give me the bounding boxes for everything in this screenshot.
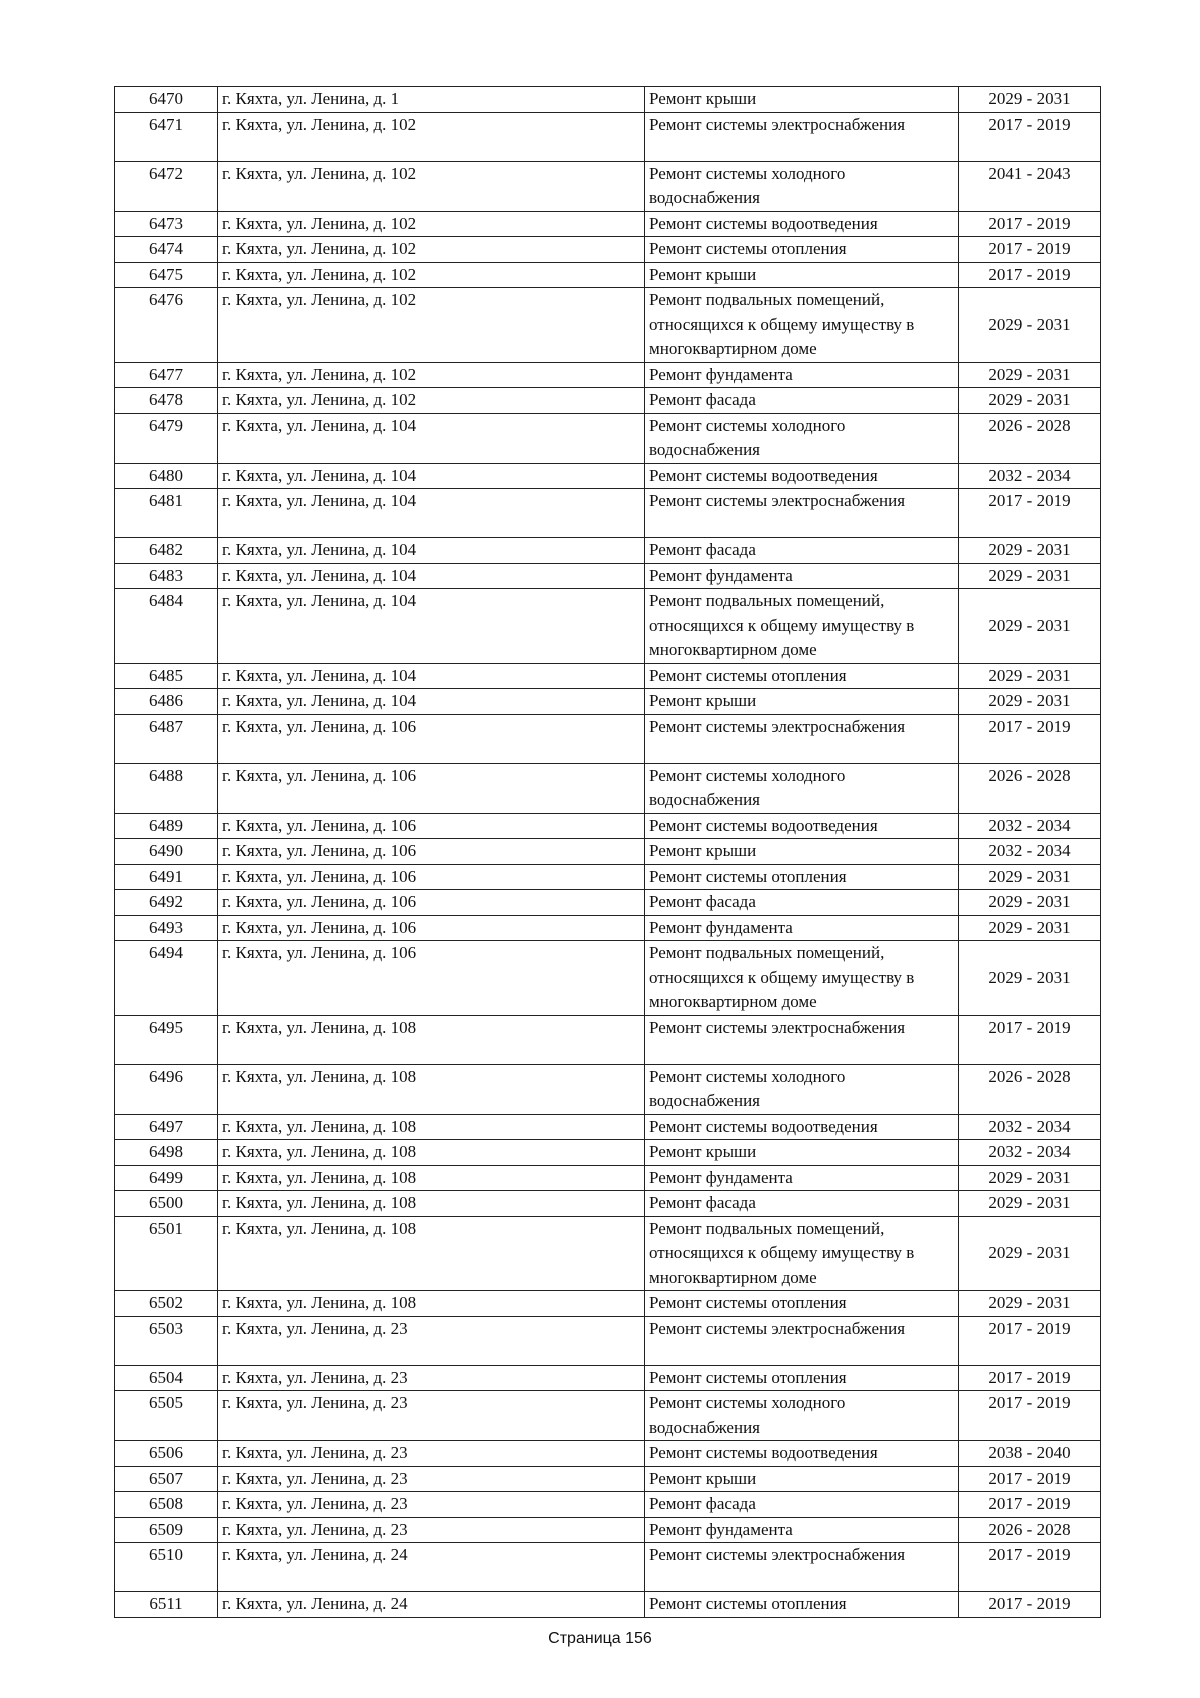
period-cell: 2032 - 2034 (959, 463, 1101, 489)
work-type-cell: Ремонт системы водоотведения (645, 463, 959, 489)
row-number-cell: 6491 (115, 864, 218, 890)
table-row (115, 563, 1101, 589)
work-type-cell: Ремонт крыши (645, 1466, 959, 1492)
table-row (115, 1316, 1101, 1365)
row-number-cell: 6484 (115, 589, 218, 664)
address-cell: г. Кяхта, ул. Ленина, д. 108 (218, 1165, 645, 1191)
table-row (115, 890, 1101, 916)
address-cell: г. Кяхта, ул. Ленина, д. 104 (218, 563, 645, 589)
row-number-cell: 6506 (115, 1441, 218, 1467)
row-number-cell: 6480 (115, 463, 218, 489)
table-row (115, 1216, 1101, 1291)
period-cell: 2029 - 2031 (959, 689, 1101, 715)
address-cell: г. Кяхта, ул. Ленина, д. 104 (218, 413, 645, 463)
period-cell: 2038 - 2040 (959, 1441, 1101, 1467)
work-type-cell: Ремонт системы электроснабжения (645, 1316, 959, 1365)
row-number-cell: 6474 (115, 237, 218, 263)
row-number-cell: 6488 (115, 763, 218, 813)
table-row (115, 589, 1101, 664)
work-type-cell: Ремонт фасада (645, 890, 959, 916)
work-type-cell: Ремонт системы электроснабжения (645, 112, 959, 161)
row-number-cell: 6478 (115, 388, 218, 414)
table-row (115, 864, 1101, 890)
row-number-cell: 6486 (115, 689, 218, 715)
work-type-cell: Ремонт системы водоотведения (645, 1114, 959, 1140)
table-row (115, 1365, 1101, 1391)
work-type-cell: Ремонт системы электроснабжения (645, 714, 959, 763)
period-cell: 2029 - 2031 (959, 890, 1101, 916)
period-cell: 2029 - 2031 (959, 1216, 1101, 1291)
work-type-cell: Ремонт системы электроснабжения (645, 1543, 959, 1592)
period-cell: 2029 - 2031 (959, 915, 1101, 941)
work-type-cell: Ремонт крыши (645, 262, 959, 288)
table-row (115, 1466, 1101, 1492)
row-number-cell: 6509 (115, 1517, 218, 1543)
work-type-cell: Ремонт фасада (645, 388, 959, 414)
work-type-cell: Ремонт фундамента (645, 1165, 959, 1191)
row-number-cell: 6476 (115, 288, 218, 363)
row-number-cell: 6496 (115, 1064, 218, 1114)
table-row (115, 262, 1101, 288)
work-type-cell: Ремонт системы холодного водоснабжения (645, 763, 959, 813)
work-type-cell: Ремонт фасада (645, 1191, 959, 1217)
row-number-cell: 6502 (115, 1291, 218, 1317)
table-row (115, 1015, 1101, 1064)
table-row (115, 1114, 1101, 1140)
period-cell: 2029 - 2031 (959, 538, 1101, 564)
table-row (115, 1441, 1101, 1467)
address-cell: г. Кяхта, ул. Ленина, д. 23 (218, 1466, 645, 1492)
table-row (115, 663, 1101, 689)
row-number-cell: 6495 (115, 1015, 218, 1064)
work-type-cell: Ремонт крыши (645, 1140, 959, 1166)
work-type-cell: Ремонт системы холодного водоснабжения (645, 1064, 959, 1114)
table-row (115, 839, 1101, 865)
table-row (115, 87, 1101, 113)
period-cell: 2017 - 2019 (959, 714, 1101, 763)
row-number-cell: 6470 (115, 87, 218, 113)
row-number-cell: 6482 (115, 538, 218, 564)
work-type-cell: Ремонт системы электроснабжения (645, 489, 959, 538)
row-number-cell: 6481 (115, 489, 218, 538)
table-row (115, 288, 1101, 363)
address-cell: г. Кяхта, ул. Ленина, д. 106 (218, 890, 645, 916)
work-type-cell: Ремонт системы отопления (645, 663, 959, 689)
work-type-cell: Ремонт фундамента (645, 1517, 959, 1543)
address-cell: г. Кяхта, ул. Ленина, д. 1 (218, 87, 645, 113)
row-number-cell: 6508 (115, 1492, 218, 1518)
table-row (115, 489, 1101, 538)
work-type-cell: Ремонт системы холодного водоснабжения (645, 413, 959, 463)
row-number-cell: 6493 (115, 915, 218, 941)
address-cell: г. Кяхта, ул. Ленина, д. 106 (218, 813, 645, 839)
period-cell: 2017 - 2019 (959, 1015, 1101, 1064)
row-number-cell: 6485 (115, 663, 218, 689)
period-cell: 2017 - 2019 (959, 237, 1101, 263)
table-row (115, 1543, 1101, 1592)
address-cell: г. Кяхта, ул. Ленина, д. 23 (218, 1441, 645, 1467)
work-type-cell: Ремонт фасада (645, 1492, 959, 1518)
table-row (115, 689, 1101, 715)
address-cell: г. Кяхта, ул. Ленина, д. 108 (218, 1291, 645, 1317)
period-cell: 2032 - 2034 (959, 1140, 1101, 1166)
period-cell: 2029 - 2031 (959, 288, 1101, 363)
work-type-cell: Ремонт системы отопления (645, 1592, 959, 1618)
table-row (115, 388, 1101, 414)
work-type-cell: Ремонт системы отопления (645, 1365, 959, 1391)
row-number-cell: 6473 (115, 211, 218, 237)
work-type-cell: Ремонт подвальных помещений, относящихся к общему имуществу в многоквартирном доме (645, 288, 959, 363)
address-cell: г. Кяхта, ул. Ленина, д. 106 (218, 864, 645, 890)
table-row (115, 112, 1101, 161)
address-cell: г. Кяхта, ул. Ленина, д. 108 (218, 1191, 645, 1217)
address-cell: г. Кяхта, ул. Ленина, д. 102 (218, 237, 645, 263)
work-type-cell: Ремонт системы водоотведения (645, 1441, 959, 1467)
period-cell: 2017 - 2019 (959, 1466, 1101, 1492)
address-cell: г. Кяхта, ул. Ленина, д. 102 (218, 161, 645, 211)
period-cell: 2026 - 2028 (959, 1064, 1101, 1114)
address-cell: г. Кяхта, ул. Ленина, д. 102 (218, 211, 645, 237)
work-type-cell: Ремонт системы холодного водоснабжения (645, 1391, 959, 1441)
table-row (115, 211, 1101, 237)
work-type-cell: Ремонт подвальных помещений, относящихся к общему имуществу в многоквартирном доме (645, 589, 959, 664)
period-cell: 2026 - 2028 (959, 413, 1101, 463)
table-row (115, 915, 1101, 941)
table-body (115, 87, 1101, 1618)
table-row (115, 1517, 1101, 1543)
address-cell: г. Кяхта, ул. Ленина, д. 106 (218, 915, 645, 941)
row-number-cell: 6499 (115, 1165, 218, 1191)
table-row (115, 1191, 1101, 1217)
period-cell: 2029 - 2031 (959, 87, 1101, 113)
table-row (115, 941, 1101, 1016)
row-number-cell: 6472 (115, 161, 218, 211)
table-row (115, 362, 1101, 388)
period-cell: 2032 - 2034 (959, 839, 1101, 865)
address-cell: г. Кяхта, ул. Ленина, д. 108 (218, 1140, 645, 1166)
work-type-cell: Ремонт фундамента (645, 915, 959, 941)
row-number-cell: 6492 (115, 890, 218, 916)
address-cell: г. Кяхта, ул. Ленина, д. 102 (218, 288, 645, 363)
address-cell: г. Кяхта, ул. Ленина, д. 102 (218, 112, 645, 161)
work-type-cell: Ремонт крыши (645, 839, 959, 865)
row-number-cell: 6503 (115, 1316, 218, 1365)
period-cell: 2029 - 2031 (959, 589, 1101, 664)
work-type-cell: Ремонт системы электроснабжения (645, 1015, 959, 1064)
work-type-cell: Ремонт подвальных помещений, относящихся к общему имуществу в многоквартирном доме (645, 941, 959, 1016)
table-row (115, 1165, 1101, 1191)
period-cell: 2017 - 2019 (959, 1592, 1101, 1618)
period-cell: 2017 - 2019 (959, 1543, 1101, 1592)
work-type-cell: Ремонт системы водоотведения (645, 211, 959, 237)
row-number-cell: 6471 (115, 112, 218, 161)
work-type-cell: Ремонт системы отопления (645, 1291, 959, 1317)
address-cell: г. Кяхта, ул. Ленина, д. 104 (218, 489, 645, 538)
period-cell: 2032 - 2034 (959, 813, 1101, 839)
period-cell: 2029 - 2031 (959, 1191, 1101, 1217)
address-cell: г. Кяхта, ул. Ленина, д. 102 (218, 362, 645, 388)
table-row (115, 538, 1101, 564)
table-row (115, 1492, 1101, 1518)
table-row (115, 1064, 1101, 1114)
work-type-cell: Ремонт системы холодного водоснабжения (645, 161, 959, 211)
work-type-cell: Ремонт крыши (645, 689, 959, 715)
row-number-cell: 6490 (115, 839, 218, 865)
period-cell: 2032 - 2034 (959, 1114, 1101, 1140)
repair-schedule-table (114, 86, 1101, 1618)
address-cell: г. Кяхта, ул. Ленина, д. 108 (218, 1015, 645, 1064)
row-number-cell: 6483 (115, 563, 218, 589)
period-cell: 2017 - 2019 (959, 1316, 1101, 1365)
page-number: Страница 156 (548, 1630, 652, 1647)
address-cell: г. Кяхта, ул. Ленина, д. 23 (218, 1391, 645, 1441)
table-row (115, 161, 1101, 211)
address-cell: г. Кяхта, ул. Ленина, д. 23 (218, 1365, 645, 1391)
row-number-cell: 6497 (115, 1114, 218, 1140)
address-cell: г. Кяхта, ул. Ленина, д. 108 (218, 1064, 645, 1114)
period-cell: 2029 - 2031 (959, 941, 1101, 1016)
table-row (115, 813, 1101, 839)
address-cell: г. Кяхта, ул. Ленина, д. 104 (218, 463, 645, 489)
address-cell: г. Кяхта, ул. Ленина, д. 104 (218, 689, 645, 715)
table-row (115, 1291, 1101, 1317)
row-number-cell: 6498 (115, 1140, 218, 1166)
period-cell: 2029 - 2031 (959, 864, 1101, 890)
table-row (115, 1391, 1101, 1441)
address-cell: г. Кяхта, ул. Ленина, д. 106 (218, 714, 645, 763)
row-number-cell: 6510 (115, 1543, 218, 1592)
row-number-cell: 6479 (115, 413, 218, 463)
period-cell: 2026 - 2028 (959, 1517, 1101, 1543)
address-cell: г. Кяхта, ул. Ленина, д. 23 (218, 1492, 645, 1518)
row-number-cell: 6505 (115, 1391, 218, 1441)
table-row (115, 1592, 1101, 1618)
period-cell: 2029 - 2031 (959, 663, 1101, 689)
address-cell: г. Кяхта, ул. Ленина, д. 24 (218, 1592, 645, 1618)
address-cell: г. Кяхта, ул. Ленина, д. 104 (218, 663, 645, 689)
period-cell: 2017 - 2019 (959, 1365, 1101, 1391)
row-number-cell: 6494 (115, 941, 218, 1016)
address-cell: г. Кяхта, ул. Ленина, д. 23 (218, 1316, 645, 1365)
work-type-cell: Ремонт фундамента (645, 563, 959, 589)
address-cell: г. Кяхта, ул. Ленина, д. 106 (218, 763, 645, 813)
period-cell: 2017 - 2019 (959, 489, 1101, 538)
period-cell: 2017 - 2019 (959, 262, 1101, 288)
address-cell: г. Кяхта, ул. Ленина, д. 104 (218, 538, 645, 564)
row-number-cell: 6507 (115, 1466, 218, 1492)
row-number-cell: 6504 (115, 1365, 218, 1391)
period-cell: 2029 - 2031 (959, 1165, 1101, 1191)
address-cell: г. Кяхта, ул. Ленина, д. 106 (218, 941, 645, 1016)
work-type-cell: Ремонт фундамента (645, 362, 959, 388)
address-cell: г. Кяхта, ул. Ленина, д. 24 (218, 1543, 645, 1592)
address-cell: г. Кяхта, ул. Ленина, д. 23 (218, 1517, 645, 1543)
table-row (115, 763, 1101, 813)
period-cell: 2029 - 2031 (959, 563, 1101, 589)
address-cell: г. Кяхта, ул. Ленина, д. 104 (218, 589, 645, 664)
row-number-cell: 6475 (115, 262, 218, 288)
address-cell: г. Кяхта, ул. Ленина, д. 102 (218, 388, 645, 414)
row-number-cell: 6477 (115, 362, 218, 388)
table-row (115, 237, 1101, 263)
row-number-cell: 6489 (115, 813, 218, 839)
table-row (115, 413, 1101, 463)
work-type-cell: Ремонт фасада (645, 538, 959, 564)
work-type-cell: Ремонт подвальных помещений, относящихся к общему имуществу в многоквартирном доме (645, 1216, 959, 1291)
row-number-cell: 6511 (115, 1592, 218, 1618)
row-number-cell: 6501 (115, 1216, 218, 1291)
period-cell: 2029 - 2031 (959, 1291, 1101, 1317)
address-cell: г. Кяхта, ул. Ленина, д. 108 (218, 1114, 645, 1140)
address-cell: г. Кяхта, ул. Ленина, д. 106 (218, 839, 645, 865)
period-cell: 2029 - 2031 (959, 362, 1101, 388)
row-number-cell: 6500 (115, 1191, 218, 1217)
row-number-cell: 6487 (115, 714, 218, 763)
period-cell: 2017 - 2019 (959, 1492, 1101, 1518)
address-cell: г. Кяхта, ул. Ленина, д. 102 (218, 262, 645, 288)
table-row (115, 1140, 1101, 1166)
period-cell: 2017 - 2019 (959, 112, 1101, 161)
address-cell: г. Кяхта, ул. Ленина, д. 108 (218, 1216, 645, 1291)
work-type-cell: Ремонт системы отопления (645, 237, 959, 263)
work-type-cell: Ремонт системы отопления (645, 864, 959, 890)
table-row (115, 714, 1101, 763)
period-cell: 2017 - 2019 (959, 1391, 1101, 1441)
period-cell: 2026 - 2028 (959, 763, 1101, 813)
work-type-cell: Ремонт крыши (645, 87, 959, 113)
work-type-cell: Ремонт системы водоотведения (645, 813, 959, 839)
period-cell: 2017 - 2019 (959, 211, 1101, 237)
period-cell: 2029 - 2031 (959, 388, 1101, 414)
period-cell: 2041 - 2043 (959, 161, 1101, 211)
table-row (115, 463, 1101, 489)
